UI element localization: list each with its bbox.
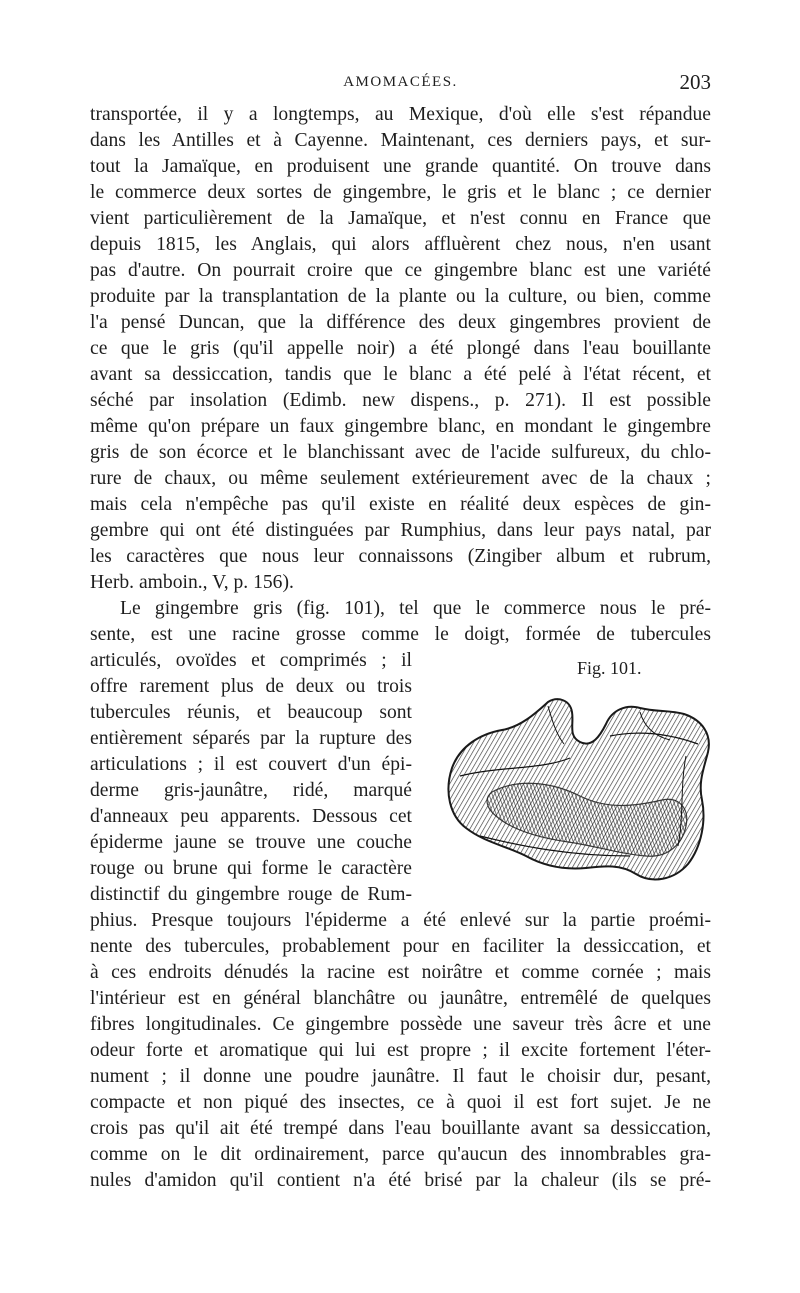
text-line: offre rarement plus de deux ou trois	[90, 676, 412, 697]
text-line: ce que le gris (qu'il appelle noir) a été plongé dans l'eau bouillante	[90, 338, 711, 359]
text-line: même qu'on prépare un faux gingembre blanc, en mondant le gingembre	[90, 416, 711, 437]
text-line: gris de son écorce et le blanchissant avec de l'acide sulfureux, du chlo-	[90, 442, 711, 463]
text-line: Herb. amboin., V, p. 156).	[90, 572, 294, 593]
text-line: entièrement séparés par la rupture des	[90, 728, 412, 749]
text-line: Le gingembre gris (fig. 101), tel que le commerce nous le pré-	[120, 598, 711, 619]
text-line: nente des tubercules, probablement pour en faciliter la dessiccation, et	[90, 936, 711, 957]
text-line: fibres longitudinales. Ce gingembre possède une saveur très âcre et une	[90, 1014, 711, 1035]
text-line: sente, est une racine grosse comme le doigt, formée de tubercules	[90, 624, 711, 645]
text-line: pas d'autre. On pourrait croire que ce gingembre blanc est une variété	[90, 260, 711, 281]
page-number: 203	[679, 70, 711, 94]
text-line: tubercules réunis, et beaucoup sont	[90, 702, 412, 723]
text-line: phius. Presque toujours l'épiderme a été enlevé sur la partie proémi-	[90, 910, 711, 931]
text-line: épiderme jaune se trouve une couche	[90, 832, 412, 853]
running-head: AMOMACÉES.	[343, 74, 458, 90]
text-line: nules d'amidon qu'il contient n'a été brisé par la chaleur (ils se pré-	[90, 1170, 711, 1191]
text-line: à ces endroits dénudés la racine est noirâtre et comme cornée ; mais	[90, 962, 711, 983]
text-line: avant sa dessiccation, tandis que le blanc a été pelé à l'état récent, et	[90, 364, 711, 385]
text-line: vient particulièrement de la Jamaïque, et n'est connu en France que	[90, 208, 711, 229]
text-line: comme on le dit ordinairement, parce qu'aucun des innombrables gra-	[90, 1144, 711, 1165]
ginger-rhizome-icon	[440, 696, 715, 886]
text-line: articulés, ovoïdes et comprimés ; il	[90, 650, 412, 671]
text-line: articulations ; il est couvert d'un épi-	[90, 754, 412, 775]
text-line: produite par la transplantation de la plante ou la culture, ou bien, comme	[90, 286, 711, 307]
page-header	[90, 70, 711, 96]
text-line: dans les Antilles et à Cayenne. Maintenant, ces derniers pays, et sur-	[90, 130, 711, 151]
text-line: séché par insolation (Edimb. new dispens., p. 271). Il est possible	[90, 390, 711, 411]
text-line: mais cela n'empêche pas qu'il existe en réalité deux espèces de gin-	[90, 494, 711, 515]
text-line: d'anneaux peu apparents. Dessous cet	[90, 806, 412, 827]
text-line: rure de chaux, ou même seulement extérieurement avec de la chaux ;	[90, 468, 711, 489]
text-line: distinctif du gingembre rouge de Rum-	[90, 884, 412, 905]
text-line: le commerce deux sortes de gingembre, le gris et le blanc ; ce dernier	[90, 182, 711, 203]
ginger-rhizome-illustration	[440, 696, 715, 886]
text-line: nument ; il donne une poudre jaunâtre. Il faut le choisir dur, pesant,	[90, 1066, 711, 1087]
text-line: depuis 1815, les Anglais, qui alors affluèrent chez nous, n'en usant	[90, 234, 711, 255]
text-line: tout la Jamaïque, en produisent une grande quantité. On trouve dans	[90, 156, 711, 177]
text-line: crois pas qu'il ait été trempé dans l'eau bouillante avant sa dessiccation,	[90, 1118, 711, 1139]
text-line: gembre qui ont été distinguées par Rumphius, dans leur pays natal, par	[90, 520, 711, 541]
figure-caption: Fig. 101.	[577, 658, 642, 678]
text-line: derme gris-jaunâtre, ridé, marqué	[90, 780, 412, 801]
text-line: compacte et non piqué des insectes, ce à quoi il est fort sujet. Je ne	[90, 1092, 711, 1113]
text-line: l'intérieur est en général blanchâtre ou jaunâtre, entremêlé de quelques	[90, 988, 711, 1009]
text-line: rouge ou brune qui forme le caractère	[90, 858, 412, 879]
text-line: les caractères que nous leur connaissons (Zingiber album et rubrum,	[90, 546, 711, 567]
text-line: l'a pensé Duncan, que la différence des deux gingembres provient de	[90, 312, 711, 333]
text-line: odeur forte et aromatique qui lui est propre ; il excite fortement l'éter-	[90, 1040, 711, 1061]
text-line: transportée, il y a longtemps, au Mexique, d'où elle s'est répandue	[90, 104, 711, 125]
